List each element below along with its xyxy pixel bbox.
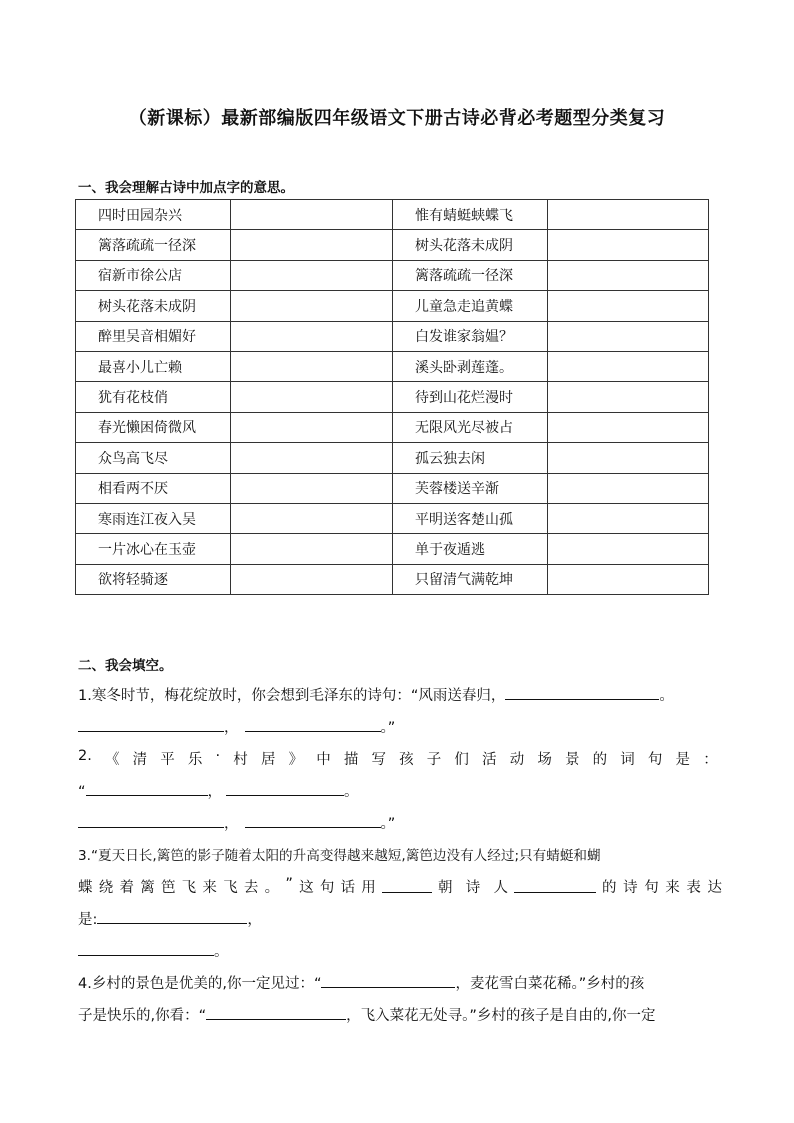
text-char: 诗 — [465, 880, 481, 896]
q4-blank-2[interactable] — [206, 1005, 346, 1020]
text-char: 这 — [299, 880, 314, 896]
text-char: 中 — [316, 752, 331, 768]
text-char: 用 — [361, 880, 376, 896]
table-row — [76, 351, 709, 381]
phrase-cell: 待到山花烂漫时 — [393, 382, 548, 412]
table-row — [76, 260, 709, 290]
text-char: 诗 — [623, 880, 638, 896]
text-char: 子 — [426, 752, 442, 768]
text-char: 《 — [104, 752, 120, 768]
answer-cell[interactable] — [548, 200, 709, 230]
answer-cell[interactable] — [548, 230, 709, 260]
answer-cell[interactable] — [548, 534, 709, 564]
phrase-cell: 白发谁家翁媪？ — [393, 321, 548, 351]
q1-blank-2[interactable] — [78, 717, 224, 732]
answer-cell[interactable] — [231, 473, 393, 503]
text-char: 词 — [620, 752, 635, 768]
answer-cell[interactable] — [548, 260, 709, 290]
text-char: 描 — [343, 752, 359, 768]
phrase-cell: 四时田园杂兴 — [76, 200, 231, 230]
phrase-cell: 篱落疏疏一径深 — [76, 230, 231, 260]
q1-line-2: ， 。” — [78, 716, 718, 737]
phrase-cell: 醉里吴音相媚好 — [76, 321, 231, 351]
phrase-cell: 春光懒困倚微风 — [76, 412, 231, 442]
table-row — [76, 534, 709, 564]
answer-cell[interactable] — [548, 503, 709, 533]
answer-cell[interactable] — [231, 321, 393, 351]
text-char: 动 — [509, 752, 525, 768]
table-row — [76, 503, 709, 533]
q3-blank-1[interactable] — [382, 878, 432, 893]
answer-cell[interactable] — [548, 412, 709, 442]
text-char: 表 — [686, 880, 701, 896]
answer-cell[interactable] — [548, 351, 709, 381]
answer-cell[interactable] — [231, 443, 393, 473]
phrase-cell: 孤云独去闲 — [393, 443, 548, 473]
text-char: 蝶 — [78, 880, 93, 896]
section-1-heading: 一、我会理解古诗中加点字的意思。 — [78, 180, 294, 196]
text-char: 景 — [564, 752, 580, 768]
q4-line-1: 4.乡村的景色是优美的,你一定见过：“ ，麦花雪白菜花稀。”乡村的孩 — [78, 972, 718, 993]
q2-blank-3[interactable] — [78, 813, 224, 828]
phrase-cell: 儿童急走追黄蝶 — [393, 291, 548, 321]
text-char: ” — [285, 876, 293, 892]
text-char: 来 — [665, 880, 680, 896]
q1-blank-3[interactable] — [245, 717, 381, 732]
text-char: 笆 — [160, 880, 176, 896]
q2-line-3: ， 。” — [78, 812, 718, 833]
text-char: 是 — [675, 752, 691, 768]
section-2-heading: 二、我会填空。 — [78, 658, 173, 674]
q4-blank-1[interactable] — [321, 973, 455, 988]
text-char: · — [215, 748, 221, 764]
phrase-cell: 篱落疏疏一径深 — [393, 260, 548, 290]
answer-cell[interactable] — [231, 564, 393, 594]
answer-cell[interactable] — [231, 382, 393, 412]
phrase-cell: 只留清气满乾坤 — [393, 564, 548, 594]
text-char: 来 — [202, 880, 217, 896]
phrase-cell: 犹有花枝俏 — [76, 382, 231, 412]
q3-line-4: 。 — [78, 940, 718, 961]
q2-blank-4[interactable] — [245, 813, 381, 828]
answer-cell[interactable] — [231, 200, 393, 230]
text-char: 活 — [482, 752, 497, 768]
phrase-cell: 相看两不厌 — [76, 473, 231, 503]
table-row — [76, 230, 709, 260]
answer-cell[interactable] — [231, 351, 393, 381]
q1-line-1: 1.寒冬时节，梅花绽放时，你会想到毛泽东的诗句：“风雨送春归， 。 — [78, 684, 718, 705]
table-row — [76, 412, 709, 442]
q2-line-1 — [78, 748, 718, 769]
text-char: 篱 — [140, 880, 155, 896]
q3-line-1: 3.“夏天日长,篱笆的影子随着太阳的升高变得越来越短,篱笆边没有人经过;只有蜻蜓和蝴 — [78, 848, 601, 864]
q3-blank-2[interactable] — [514, 878, 596, 893]
table-row — [76, 382, 709, 412]
text-char: 去 — [243, 880, 259, 896]
phrase-cell: 宿新市徐公店 — [76, 260, 231, 290]
answer-cell[interactable] — [231, 534, 393, 564]
phrase-cell: 众鸟高飞尽 — [76, 443, 231, 473]
phrase-cell: 寒雨连江夜入吴 — [76, 503, 231, 533]
q1-text: 1.寒冬时节，梅花绽放时，你会想到毛泽东的诗句：“风雨送春归， — [78, 688, 506, 704]
text-char: 的 — [602, 880, 617, 896]
text-char: ： — [703, 752, 718, 768]
answer-cell[interactable] — [231, 230, 393, 260]
q3-line-3: 是: ， — [78, 908, 718, 929]
table-row — [76, 200, 709, 230]
text-char: 》 — [288, 752, 304, 768]
text-char: 清 — [132, 752, 148, 768]
text-char: 绕 — [98, 880, 114, 896]
answer-cell[interactable] — [231, 291, 393, 321]
answer-cell[interactable] — [548, 564, 709, 594]
text-char: 飞 — [223, 880, 238, 896]
table-row — [76, 564, 709, 594]
phrase-cell: 单于夜遁逃 — [393, 534, 548, 564]
text-char: 2. — [78, 748, 92, 764]
text-char: 朝 — [438, 880, 453, 896]
text-char: 居 — [260, 752, 276, 768]
q2-line-2: “ ， 。 — [78, 780, 718, 801]
text-char: 话 — [340, 880, 356, 896]
text-char: 孩 — [399, 752, 414, 768]
phrase-cell: 树头花落未成阴 — [393, 230, 548, 260]
table-row — [76, 291, 709, 321]
text-char: 句 — [644, 880, 659, 896]
answer-cell[interactable] — [548, 321, 709, 351]
answer-cell[interactable] — [231, 412, 393, 442]
text-char: 。 — [264, 880, 280, 896]
page-title: （新课标）最新部编版四年级语文下册古诗必背必考题型分类复习 — [128, 108, 666, 129]
text-char: 飞 — [181, 880, 197, 896]
q2-blank-2[interactable] — [226, 781, 344, 796]
text-char: 着 — [119, 880, 134, 896]
q3-blank-4[interactable] — [78, 941, 214, 956]
table-row — [76, 321, 709, 351]
q3-line-2 — [78, 876, 722, 897]
q4-line-2: 子是快乐的,你看：“ ，飞入菜花无处寻。”乡村的孩子是自由的,你一定 — [78, 1004, 718, 1025]
phrase-cell: 欲将轻骑逐 — [76, 564, 231, 594]
phrase-cell: 平明送客楚山孤 — [393, 503, 548, 533]
text-char: 们 — [454, 752, 469, 768]
text-char: 平 — [160, 752, 175, 768]
table-row — [76, 473, 709, 503]
text-char: 乐 — [187, 752, 203, 768]
answer-cell[interactable] — [231, 503, 393, 533]
table-row — [76, 443, 709, 473]
text-char: 写 — [371, 752, 386, 768]
phrase-cell: 惟有蜻蜓蛱蝶飞 — [393, 200, 548, 230]
phrase-cell: 一片冰心在玉壶 — [76, 534, 231, 564]
text-char: 的 — [592, 752, 608, 768]
q1-blank-1[interactable] — [505, 685, 659, 700]
phrase-cell: 无限风光尽被占 — [393, 412, 548, 442]
answer-cell[interactable] — [548, 382, 709, 412]
answer-cell[interactable] — [548, 443, 709, 473]
text-char: 人 — [493, 880, 508, 896]
answer-cell[interactable] — [231, 260, 393, 290]
answer-cell[interactable] — [548, 291, 709, 321]
text-char: 达 — [707, 880, 722, 896]
text-char: 句 — [319, 880, 335, 896]
q3-blank-3[interactable] — [97, 909, 247, 924]
phrase-cell: 溪头卧剥莲蓬。 — [393, 351, 548, 381]
vocab-table — [75, 199, 709, 595]
q2-blank-1[interactable] — [86, 781, 208, 796]
text-char: 场 — [537, 752, 552, 768]
text-char: 村 — [233, 752, 248, 768]
answer-cell[interactable] — [548, 473, 709, 503]
phrase-cell: 芙蓉楼送辛渐 — [393, 473, 548, 503]
text-char: 句 — [647, 752, 663, 768]
phrase-cell: 最喜小儿亡赖 — [76, 351, 231, 381]
phrase-cell: 树头花落未成阴 — [76, 291, 231, 321]
